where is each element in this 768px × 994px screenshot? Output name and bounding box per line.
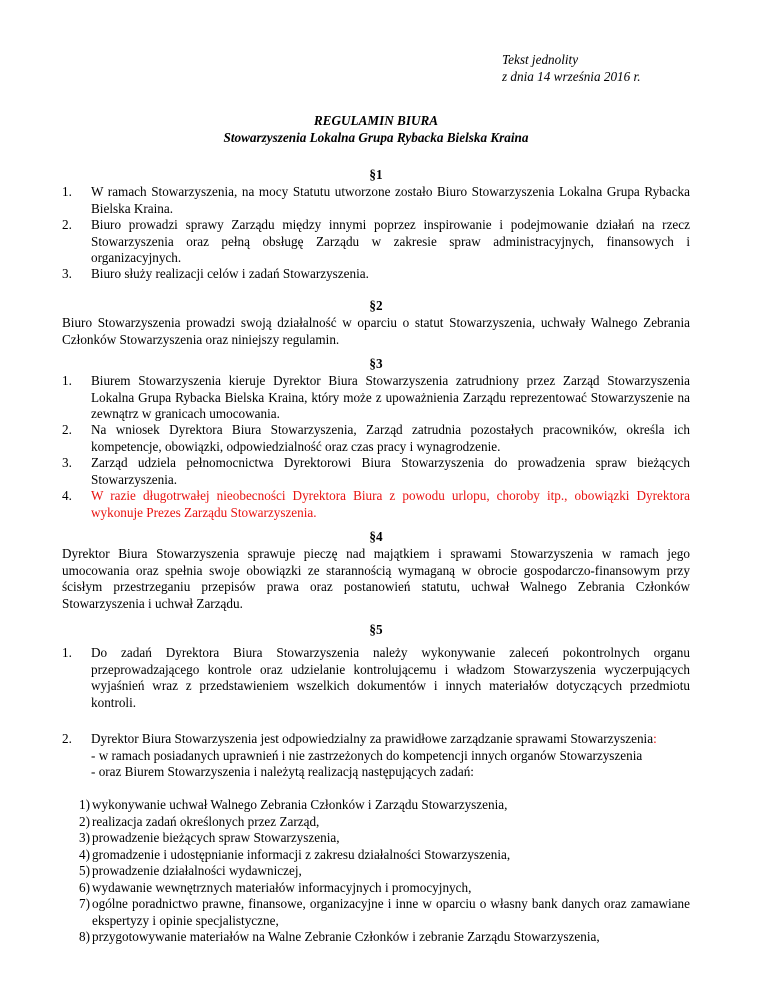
task-number: 6) [79, 879, 90, 895]
section-1-item-1 [62, 184, 690, 217]
list-item [62, 929, 690, 946]
section-3-item-4 [62, 488, 690, 521]
task-text: przygotowywanie materiałów na Walne Zebranie Członków i zebranie Zarządu Stowarzyszenia, [92, 929, 600, 944]
section-2-paragraph: Biuro Stowarzyszenia prowadzi swoją działalność w oparciu o statut Stowarzyszenia, uchwały Walnego Zebrania Członków Stowarzyszenia oraz niniejszy regulamin. [62, 315, 690, 347]
item-dash-line-1: - w ramach posiadanych uprawnień i nie zastrzeżonych do kompetencji innych organów Stowarzyszenia [91, 747, 643, 763]
item-number: 3. [62, 455, 72, 470]
task-number: 8) [79, 929, 90, 944]
task-number: 1) [79, 797, 90, 812]
header-line-1: Tekst jednolity [502, 52, 579, 67]
item-dash-line-2: - oraz Biurem Stowarzyszenia i należytą realizacją następujących zadań: [91, 764, 474, 779]
header-line-2: z dnia 14 września 2016 r. [502, 68, 641, 84]
item-number: 1. [62, 645, 72, 660]
list-item [62, 863, 690, 880]
list-item [62, 830, 690, 847]
title-line-2: Stowarzyszenia Lokalna Grupa Rybacka Bielska Kraina [223, 129, 529, 145]
item-number: 3. [62, 266, 72, 281]
task-number: 4) [79, 846, 90, 862]
task-text: gromadzenie i udostępnianie informacji z zakresu działalności Stowarzyszenia, [92, 846, 511, 862]
item-number: 1. [62, 373, 72, 388]
item-text: Na wniosek Dyrektora Biura Stowarzyszenia, Zarząd zatrudnia pozostałych pracowników, określa ich kompetencje, obowiązki, odpowiedzialność oraz czas pracy i wynagrodzenie. [91, 422, 690, 454]
task-text: prowadzenie działalności wydawniczej, [92, 863, 302, 878]
item-intro-text: Dyrektor Biura Stowarzyszenia jest odpowiedzialny za prawidłowe zarządzanie sprawami Stowarzyszenia [91, 731, 654, 746]
list-item [62, 797, 690, 814]
section-5-item-1 [62, 645, 690, 711]
item-text: Do zadań Dyrektora Biura Stowarzyszenia należy wykonywanie zaleceń pokontrolnych organu przeprowadzającego kontrole oraz udzielanie kontrolującemu i władzom Stowarzyszenia wyczerpujących wyjaśnień wraz z przedstawieniem wszelkich dokumentów i innych materiałów dotyczących przedmiotu kontroli. [91, 645, 690, 710]
document-date-note [502, 52, 641, 85]
item-text: Biuro służy realizacji celów i zadań Stowarzyszenia. [91, 266, 369, 281]
section-3-heading: §3 [369, 356, 383, 371]
item-number: 2. [62, 217, 72, 232]
item-text: Biurem Stowarzyszenia kieruje Dyrektor Biura Stowarzyszenia zatrudniony przez Zarząd Stowarzyszenia Lokalna Grupa Rybacka Bielska Kraina, który może z upoważnienia Zarządu reprezentować Stowarzyszenie na zewnątrz w granicach umocowania. [91, 373, 690, 421]
item-number: 2. [62, 731, 72, 746]
item-number: 4. [62, 488, 72, 503]
section-5-heading: §5 [369, 622, 383, 637]
item-text-highlighted: W razie długotrwałej nieobecności Dyrektora Biura z powodu urlopu, choroby itp., obowiązki Dyrektora wykonuje Prezes Zarządu Stowarzyszenia. [91, 488, 690, 520]
section-3-item-3 [62, 455, 690, 488]
item-text: W ramach Stowarzyszenia, na mocy Statutu utworzone zostało Biuro Stowarzyszenia Lokalna Grupa Rybacka Bielska Kraina. [91, 184, 690, 216]
section-3-item-1 [62, 373, 690, 423]
list-item [62, 880, 690, 897]
item-number: 2. [62, 422, 72, 437]
task-number: 3) [79, 830, 90, 845]
task-list [62, 797, 690, 946]
section-4-heading: §4 [369, 529, 383, 544]
section-5-item-2 [62, 731, 690, 781]
title-line-1: REGULAMIN BIURA [313, 113, 439, 128]
task-number: 5) [79, 863, 90, 878]
section-3-item-2 [62, 422, 690, 455]
task-text: ogólne poradnictwo prawne, finansowe, organizacyjne i inne w oparciu o własny bank danych oraz zamawiane ekspertyzy i opinie specjalistyczne, [92, 896, 690, 928]
task-number: 7) [79, 896, 90, 911]
task-text: wydawanie wewnętrznych materiałów informacyjnych i promocyjnych, [92, 879, 472, 895]
task-text: realizacja zadań określonych przez Zarząd, [92, 813, 320, 829]
task-text: wykonywanie uchwał Walnego Zebrania Członków i Zarządu Stowarzyszenia, [92, 797, 508, 812]
item-text: Biuro prowadzi sprawy Zarządu między innymi poprzez inspirowanie i podejmowanie działań na rzecz Stowarzyszenia oraz pełną obsługę Zarządu w zakresie spraw administracyjnych, finansowych i organizacyjnych. [91, 217, 690, 265]
item-intro-colon: : [653, 731, 657, 746]
list-item [62, 847, 690, 864]
document-title [62, 113, 690, 146]
section-1-item-3 [62, 266, 690, 283]
section-1-item-2 [62, 217, 690, 267]
list-item [62, 896, 690, 929]
section-1-heading: §1 [369, 167, 383, 182]
item-number: 1. [62, 184, 72, 199]
list-item [62, 814, 690, 831]
task-text: prowadzenie bieżących spraw Stowarzyszenia, [92, 830, 340, 845]
task-number: 2) [79, 813, 90, 829]
section-2-heading: §2 [369, 298, 383, 313]
item-intro [91, 731, 690, 748]
item-text: Zarząd udziela pełnomocnictwa Dyrektorowi Biura Stowarzyszenia do prowadzenia spraw bieżących Stowarzyszenia. [91, 455, 690, 487]
section-4-paragraph: Dyrektor Biura Stowarzyszenia sprawuje pieczę nad majątkiem i sprawami Stowarzyszenia w ramach jego umocowania oraz spełnia swoje obowiązki ze starannością wymaganą w obrocie gospodarczo-finansowym przy ścisłym przestrzeganiu przepisów prawa oraz postanowień statutu, uchwał Walnego Zebrania Członków Stowarzyszenia i uchwał Zarządu. [62, 546, 690, 611]
